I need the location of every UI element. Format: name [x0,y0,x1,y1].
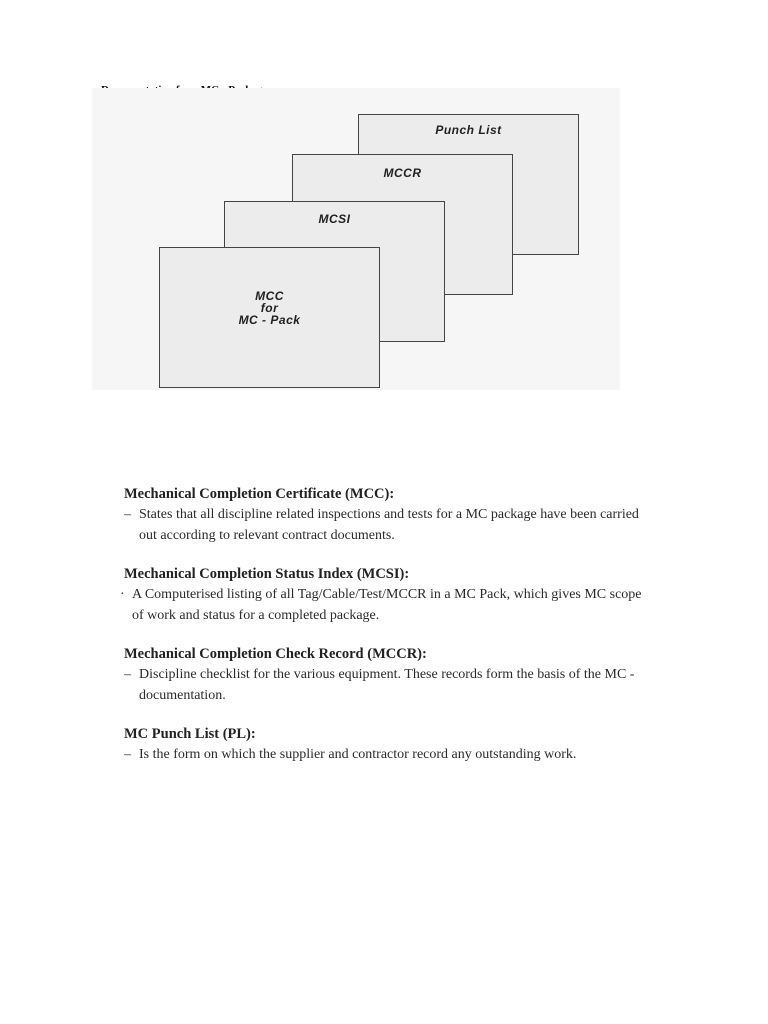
definition-mccr [124,644,644,706]
definition-mcc [124,484,644,546]
definition-text: Is the form on which the supplier and contractor record any outstanding work. [139,747,577,762]
definition-body [124,744,644,765]
definition-body [124,504,644,546]
definition-body [120,584,644,626]
definition-title: Mechanical Completion Check Record (MCCR): [124,646,427,662]
definition-punch-list [124,724,644,765]
card-mcc-line-1: MCC [255,289,284,303]
definition-text: Discipline checklist for the various equipment. These records form the basis of the MC - documentation. [139,667,635,703]
definition-title: Mechanical Completion Status Index (MCSI): [124,566,410,582]
definition-title: MC Punch List (PL): [124,726,256,742]
card-mcc-label [160,290,379,326]
bullet: – [124,667,131,682]
card-mccr-label: MCCR [383,166,422,180]
definition-title: Mechanical Completion Certificate (MCC): [124,486,395,502]
bullet: – [124,747,131,762]
definition-body [124,664,644,706]
card-punch-list-label: Punch List [435,123,502,137]
card-mcc [159,247,380,388]
bullet: · [120,587,125,602]
card-mcc-line-2: for [260,301,279,315]
definition-text: A Computerised listing of all Tag/Cable/Test/MCCR in a MC Pack, which gives MC scope of work and status for a completed package. [132,587,642,623]
definition-mcsi [120,564,644,626]
definitions-list [120,484,644,783]
card-mcc-line-3: MC - Pack [238,313,301,327]
card-mcsi-label: MCSI [318,212,351,226]
definition-text: States that all discipline related inspections and tests for a MC package have been carried out according to relevant contract documents. [139,507,639,543]
bullet: – [124,507,131,522]
